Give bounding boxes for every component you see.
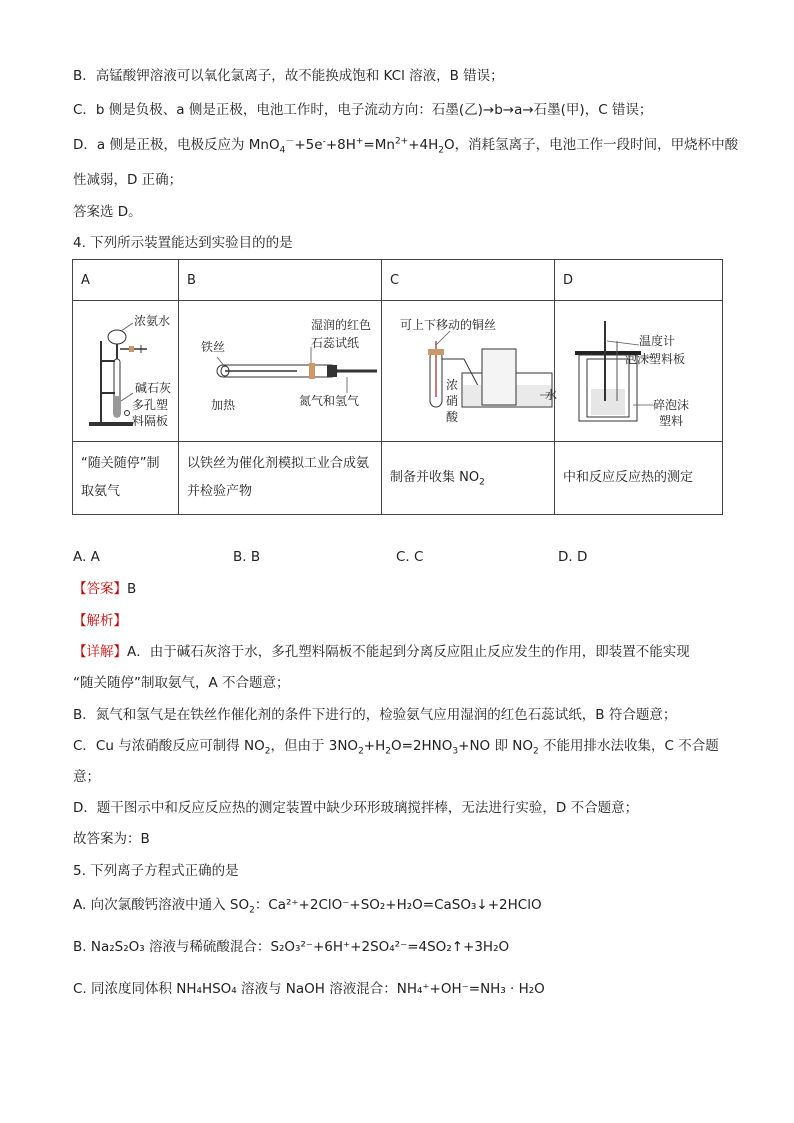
label-foam-board: 泡沫塑料板 [625,352,686,366]
label-n2-h2: 氮气和氢气 [299,394,360,408]
label-foam-2: 塑料 [659,414,684,428]
question-5-option-c: C. 同浓度同体积 NH₄HSO₄ 溶液与 NaOH 溶液混合：NH₄⁺+OH⁻=NH₃ · H₂O [73,981,545,997]
detail-a-line-1: 【详解】A．由于碱石灰溶于水，多孔塑料隔板不能起到分离反应阻止反应发生的作用，即装置不能实现 [73,644,690,660]
option-c: C. C [396,549,424,565]
label-iron-wire: 铁丝 [201,340,226,354]
label-thermometer: 温度计 [639,334,676,348]
figure-d [555,301,723,442]
option-a: A. A [73,549,100,565]
question-5-title: 5. 下列离子方程式正确的是 [73,863,239,879]
figure-a [73,301,179,442]
header-d: D [555,260,723,301]
analysis-label: 【解析】 [73,613,127,629]
label-litmus-1: 湿润的红色 [311,318,372,332]
caption-d: 中和反应反应热的测定 [555,442,723,515]
question-5-option-b: B. Na₂S₂O₃ 溶液与稀硫酸混合：S₂O₃²⁻+6H⁺+2SO₄²⁻=4SO₂↑+3H₂O [73,939,510,955]
option-d: D. D [558,549,588,565]
explanation-line-b: B．高锰酸钾溶液可以氧化氯离子，故不能换成饱和 KCl 溶液，B 错误； [73,68,504,84]
detail-c-line-2: 意； [73,769,100,785]
question-4-table [72,259,723,515]
caption-b: 以铁丝为催化剂模拟工业合成氨并检验产物 [179,442,382,515]
question-4-title: 4. 下列所示装置能达到实验目的的是 [73,235,293,251]
label-porous-plate-2: 料隔板 [132,414,169,428]
detail-a-line-2: “随关随停”制取氨气，A 不合题意； [73,675,290,691]
explanation-line-d-cont: 性减弱，D 正确； [73,172,183,188]
caption-a: “随关随停”制取氨气 [73,442,179,515]
label-litmus-2: 石蕊试纸 [311,336,360,350]
detail-c-line-1: C．Cu 与浓硝酸反应可制得 $NO_2$，但由于 $3NO_2+H_2O=2HNO_3+NO$ 即 $NO_2$ 不能用排水法收集，C 不合题 [73,738,719,757]
figure-b [179,301,382,442]
answer-line: 【答案】B [73,581,137,597]
label-conc-1: 浓 [446,378,459,392]
label-foam-1: 碎泡沫 [653,398,690,412]
explanation-line-d: D．a 侧是正极，电极反应为 $MnO_4^-+5e^-+8H^+=Mn^{2+}+4H_2O$，消耗氢离子，电池工作一段时间，甲烧杯中酸 [73,136,739,156]
question-5-option-a: A. 向次氯酸钙溶液中通入 $SO_2$：Ca²⁺+2ClO⁻+SO₂+H₂O=CaSO₃↓+2HClO [73,897,542,916]
final-answer-line: 故答案为：B [73,831,150,847]
header-b: B [179,260,382,301]
figure-c [382,301,558,442]
answer-choice-line: 答案选 D。 [73,204,142,220]
label-porous-plate-1: 多孔塑 [132,398,169,412]
label-water: 水 [545,388,558,402]
option-b: B. B [233,549,261,565]
header-a: A [73,260,179,301]
detail-b-line: B．氮气和氢气是在铁丝作催化剂的条件下进行的，检验氨气应用湿润的红色石蕊试纸，B 符合题意； [73,707,677,723]
explanation-line-c: C．b 侧是负极、a 侧是正极，电池工作时，电子流动方向：石墨(乙)→b→a→石墨(甲)，C 错误； [73,102,653,118]
label-copper-wire: 可上下移动的铜丝 [400,318,497,332]
label-conc-2: 硝 [446,394,459,408]
label-soda-lime: 碱石灰 [135,381,172,395]
header-c: C [382,260,555,301]
label-ammonia-water: 浓氨水 [134,314,171,328]
label-heating: 加热 [211,398,236,412]
detail-d-line: D．题干图示中和反应反应热的测定装置中缺少环形玻璃搅拌棒，无法进行实验，D 不合题意； [73,800,639,816]
label-conc-3: 酸 [446,410,459,424]
caption-c: 制备并收集 $NO_2$ [382,442,555,515]
